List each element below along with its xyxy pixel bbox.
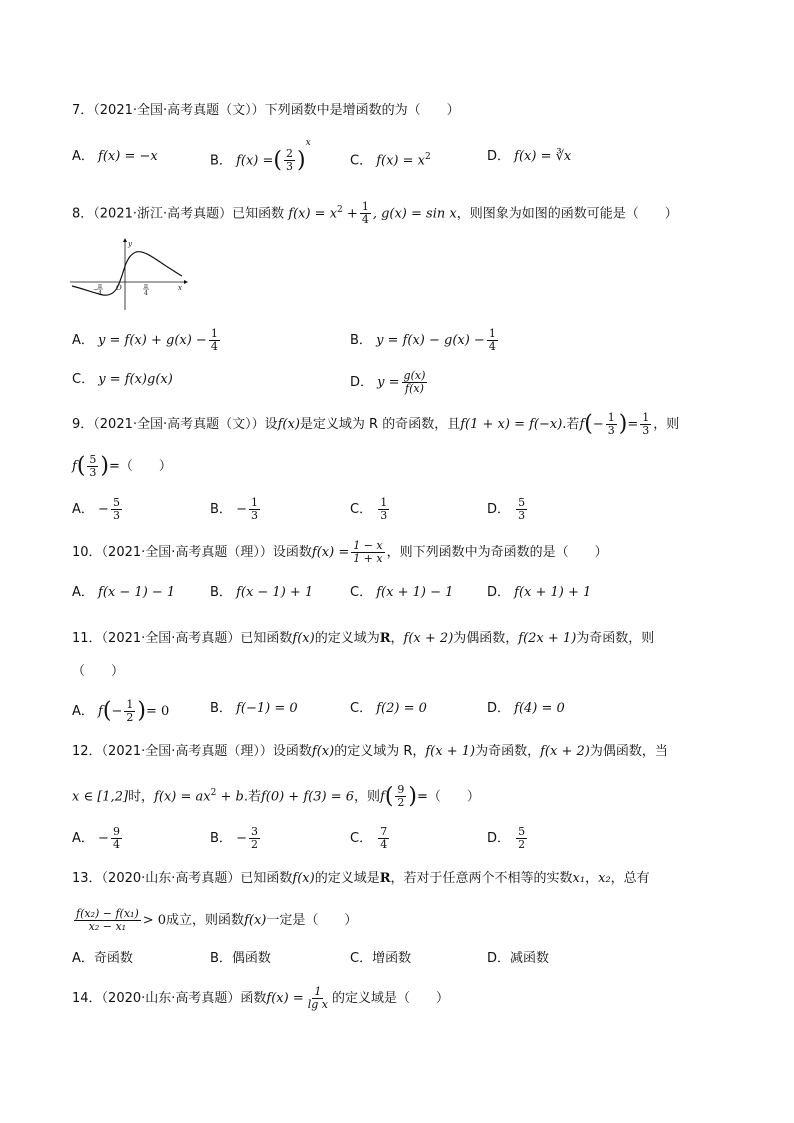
- q7-stem: 7．（2021·全国·高考真题（文））下列函数中是增函数的为（ ）: [72, 103, 460, 118]
- q11-option-b: B． f(−1) = 0: [210, 701, 298, 716]
- q14-stem: 14．（2020·山东·高考真题）函数f(x) = $\frac{1}{\text{lg x}}$ 的定义域是（ ）: [72, 985, 449, 1011]
- q8-option-b: B． y = f(x) − g(x) − $\frac{1}{4}$: [350, 327, 496, 353]
- q7-option-d: D． f(x) = ∛x: [487, 149, 572, 164]
- q12-option-c: C． $\frac{7}{4}$: [350, 825, 388, 851]
- q13-option-a: A．奇函数: [72, 951, 133, 966]
- q8-function-graph: [70, 236, 190, 312]
- x-axis-label: x: [178, 284, 182, 292]
- q12-option-d: D． $\frac{5}{2}$: [487, 825, 526, 851]
- q12-stem-line2: x ∈ [1,2]时，$f(x) = ax^2 + b$.若f(0) + f(3) = 6，则f( $\frac{9}{2}$ )=（ ）: [72, 783, 480, 810]
- neg-pi-den: 4: [98, 290, 102, 297]
- q7-option-a: A． f(x) = −x: [72, 149, 158, 164]
- q9-option-c: C． $\frac{1}{3}$: [350, 496, 388, 522]
- q13-stem-line2: $\frac{\text{f(x₂) − f(x₁)}}{\text{x₂ − x₁}}$ > 0成立，则函数f(x)一定是（ ）: [76, 907, 358, 933]
- q10-stem: 10．（2021·全国·高考真题（理））设函数f(x) = $\frac{1 - x}{1 + x}$ ，则下列函数中为奇函数的是（ ）: [72, 539, 608, 565]
- q7-option-c: C． $f(x) = x^2$: [350, 152, 431, 169]
- neg-pi-sign: −: [93, 286, 99, 293]
- origin-label: O: [116, 284, 122, 292]
- q9-option-d: D． $\frac{5}{3}$: [487, 496, 526, 522]
- q8-stem: 8．（2021·浙江·高考真题）已知函数 $f(x) = x^2$ + $\frac{1}{4}$ , g(x) = sin x，则图象为如图的函数可能是（ ）: [72, 200, 678, 227]
- neg-pi-num: π: [98, 283, 102, 290]
- q8-option-c: C． y = f(x)g(x): [72, 372, 173, 387]
- pos-pi-num: π: [144, 283, 148, 290]
- q13-option-d: D．减函数: [487, 951, 550, 966]
- q11-paren: （ ）: [72, 664, 125, 679]
- q13-stem: 13．（2020·山东·高考真题）已知函数f(x)的定义域是R，若对于任意两个不相等的实数x₁，x₂，总有: [72, 871, 650, 886]
- q11-option-d: D． f(4) = 0: [487, 701, 565, 716]
- function-curve: [72, 252, 182, 296]
- q7-option-b: B． f(x) =( $\frac{2}{3}$ )$^x$: [210, 138, 311, 174]
- x-axis-arrow: [184, 280, 188, 284]
- q13-option-c: C．增函数: [350, 951, 412, 966]
- pos-pi-den: 4: [144, 290, 148, 297]
- q10-option-b: B． f(x − 1) + 1: [210, 585, 314, 600]
- q11-option-a: A． f(− $\frac{1}{2}$ )= 0: [72, 698, 170, 724]
- q9-stem: 9．（2021·全国·高考真题（文））设f(x)是定义域为 R 的奇函数，且f(1 + x) = f(−x).若f(− $\frac{1}{3}$ )= $\frac{1}{3}$ ，则: [72, 411, 680, 437]
- q10-option-d: D． f(x + 1) + 1: [487, 585, 592, 600]
- q13-option-b: B．偶函数: [210, 951, 271, 966]
- y-axis-label: y: [128, 240, 132, 248]
- y-axis-arrow: [123, 238, 127, 242]
- q12-option-b: B． − $\frac{3}{2}$: [210, 825, 258, 851]
- q11-option-c: C． f(2) = 0: [350, 701, 427, 716]
- q9-stem-line2: f( $\frac{5}{3}$ )=（ ）: [72, 453, 172, 479]
- q12-stem: 12．（2021·全国·高考真题（理））设函数f(x)的定义域为 R，f(x + 1)为奇函数，f(x + 2)为偶函数，当: [72, 744, 668, 759]
- q9-option-b: B． − $\frac{1}{3}$: [210, 496, 258, 522]
- q10-option-c: C． f(x + 1) − 1: [350, 585, 454, 600]
- q12-option-a: A． − $\frac{9}{4}$: [72, 825, 120, 851]
- q9-option-a: A． − $\frac{5}{3}$: [72, 496, 120, 522]
- q8-option-d: D． y = $\frac{g(x)}{f(x)}$: [350, 369, 426, 395]
- q8-option-a: A． y = f(x) + g(x) − $\frac{1}{4}$: [72, 327, 218, 353]
- q10-option-a: A． f(x − 1) − 1: [72, 585, 176, 600]
- q11-stem: 11．（2021·全国·高考真题）已知函数f(x)的定义域为R，f(x + 2)为偶函数，f(2x + 1)为奇函数，则: [72, 631, 655, 646]
